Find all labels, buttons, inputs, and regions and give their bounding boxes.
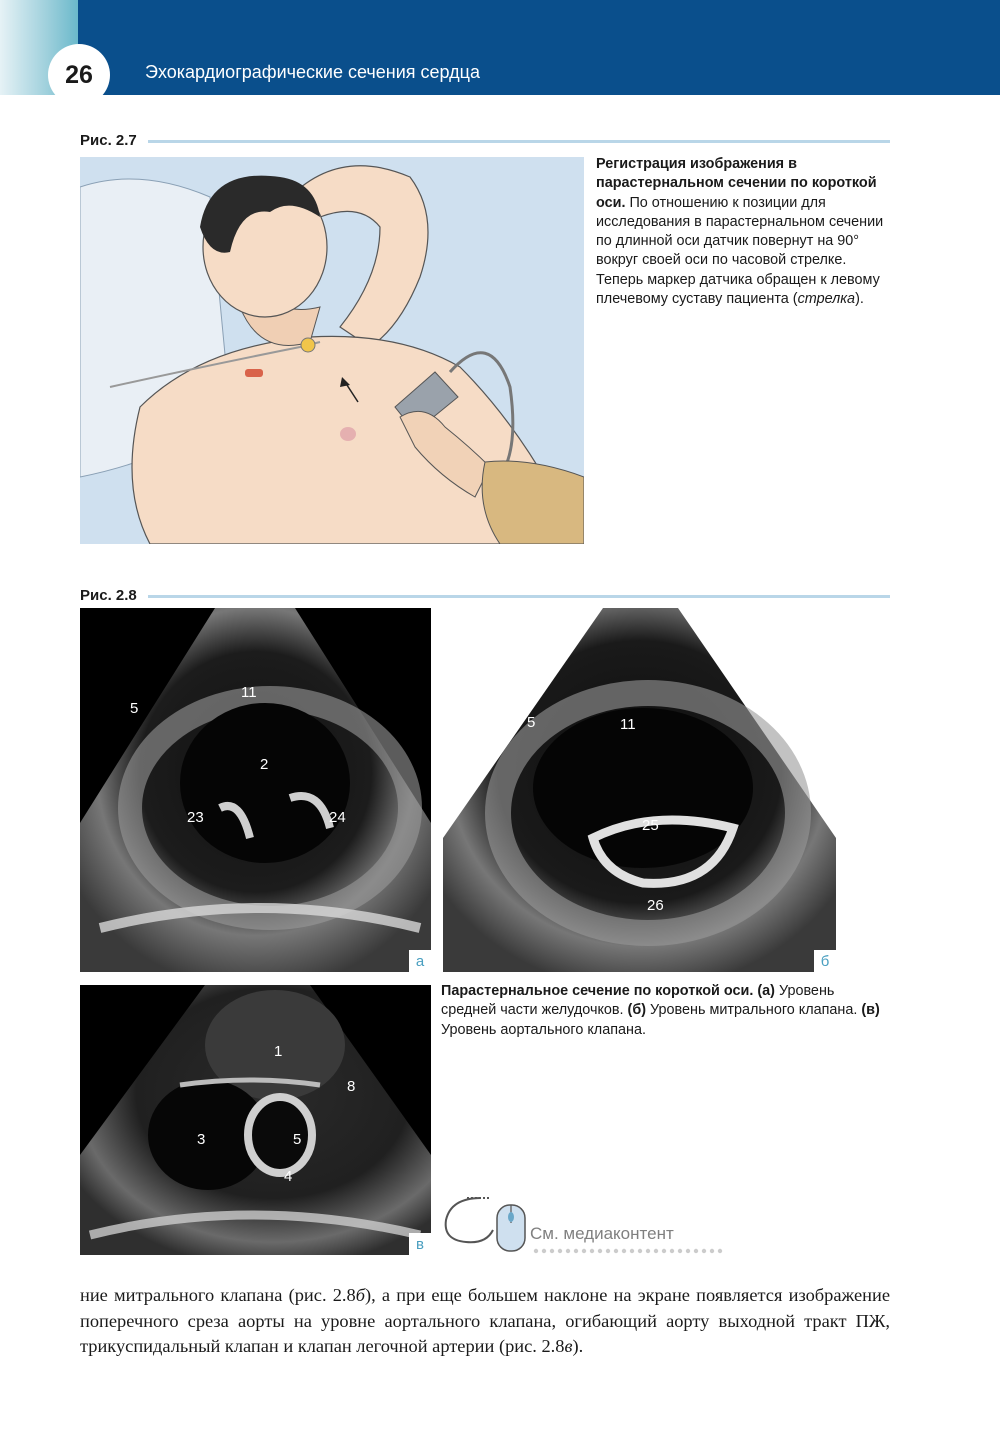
echo-image-a: [80, 608, 431, 972]
body-italic-2: в: [564, 1336, 573, 1356]
figure-28-rule: [148, 595, 890, 598]
media-content-link[interactable]: [441, 1190, 741, 1260]
figure-28-label: Рис. 2.8: [80, 587, 137, 604]
echo-b-label-26: 26: [647, 897, 664, 914]
body-paragraph: [80, 1283, 890, 1360]
figure-28-part-a-tag: (а): [757, 983, 775, 999]
echo-panel-a: [80, 608, 431, 972]
figure-28-part-c-text: Уровень аортального клапана.: [441, 1021, 646, 1038]
echo-image-b: [443, 608, 836, 972]
body-italic-1: б: [355, 1285, 365, 1305]
echo-c-tag: в: [409, 1233, 431, 1255]
echo-a-label-11: 11: [241, 684, 257, 701]
echo-c-label-1: 1: [274, 1043, 283, 1060]
body-text-2: ), а при еще большем наклоне на экране появляется изображение поперечного среза аорты на уровне аортального клапана, огибающий аорту выходной тракт ПЖ, трикуспидальный клапан и клапан легочной артерии (рис. 2.8: [80, 1285, 890, 1356]
figure-27-caption-italic: стрелка: [797, 291, 856, 308]
body-text-1: ние митрального клапана (рис. 2.8: [80, 1285, 356, 1305]
figure-27-caption-end: ).: [855, 291, 864, 308]
echo-c-label-5: 5: [293, 1131, 302, 1148]
media-content-label[interactable]: См. медиаконтент: [530, 1224, 674, 1243]
echo-b-tag: б: [814, 950, 836, 972]
figure-28-part-b-text: Уровень митрального клапана.: [646, 1002, 862, 1019]
page-number: 26: [48, 44, 110, 106]
echo-a-label-23: 23: [187, 809, 204, 826]
figure-28-part-b-tag: (б): [627, 1002, 647, 1019]
echo-c-label-8: 8: [347, 1078, 356, 1095]
echo-a-label-5: 5: [130, 700, 139, 717]
running-title: Эхокардиографические сечения сердца: [145, 62, 480, 82]
echo-panel-c: [80, 985, 431, 1255]
echo-b-label-5: 5: [527, 714, 536, 731]
figure-28-part-a-text: Уровень средней части желудочков.: [441, 983, 835, 1019]
patient-illustration: [80, 157, 584, 544]
echo-c-label-4: 4: [284, 1168, 293, 1185]
echo-image-c: [80, 985, 431, 1255]
figure-27-caption-text: По отношению к позиции для исследования в парастернальном сечении по длинной оси датчик повернут на 90° вокруг своей оси по часовой стрелке. Теперь маркер датчика обращен к левому плечевому суставу пациента (: [596, 194, 884, 308]
figure-28-caption: [441, 982, 891, 1040]
figure-27-label: Рис. 2.7: [80, 132, 137, 149]
echo-c-label-3: 3: [197, 1131, 206, 1148]
echo-b-label-11: 11: [620, 716, 636, 733]
figure-27-caption: [596, 155, 886, 309]
echo-b-label-25: 25: [642, 817, 659, 834]
figure-27-caption-title: Регистрация изображения в парастернальном сечении по короткой оси.: [596, 156, 877, 211]
echo-a-tag: а: [409, 950, 431, 972]
echo-panel-b: [443, 608, 836, 972]
figure-28-caption-title: Парастернальное сечение по короткой оси.: [441, 983, 754, 999]
echo-a-label-2: 2: [260, 756, 269, 773]
echo-a-label-24: 24: [329, 809, 346, 826]
figure-27-illustration: [80, 157, 584, 544]
figure-28-part-c-tag: (в): [861, 1002, 880, 1019]
figure-27-rule: [148, 140, 890, 143]
body-text-3: ).: [572, 1336, 584, 1356]
